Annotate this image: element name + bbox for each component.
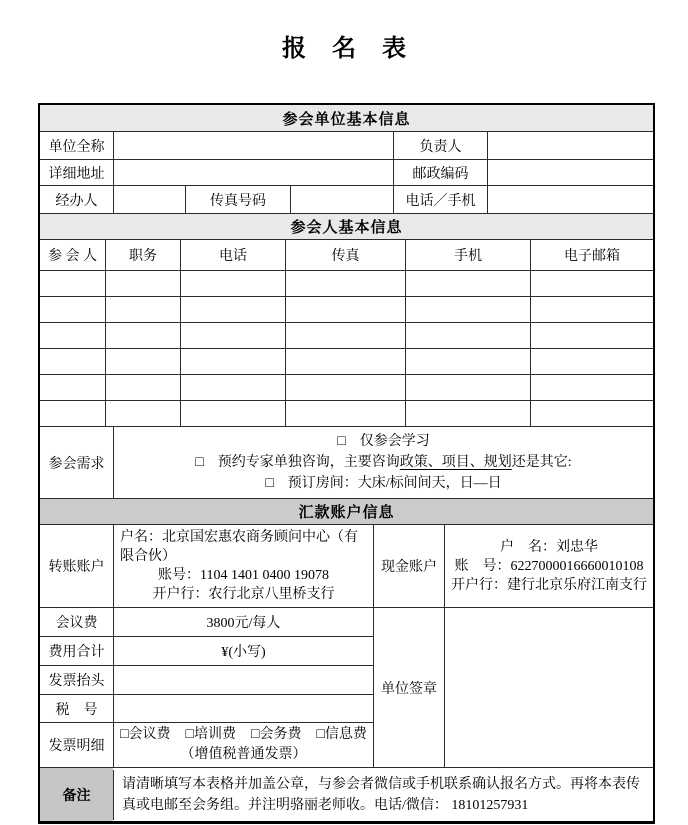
col-header-participant: 参 会 人 [48,249,97,264]
remark-label: 备注 [40,768,113,821]
unit-info-rows [40,131,653,185]
cash-account-label: 现金账户 [373,525,444,607]
participant-cell[interactable] [405,296,530,322]
postcode-input[interactable] [487,159,653,185]
col-header-fax: 传真 [285,240,405,270]
demand-option-consult[interactable] [195,452,571,473]
demand-option-attend-only-label: 仅参会学习 [359,434,430,449]
col-header-mobile: 手机 [405,240,530,270]
participant-cell[interactable] [285,348,405,374]
demand-options [113,427,653,498]
invoice-title-input[interactable] [113,665,373,694]
manager-label: 负责人 [393,132,487,159]
tax-number-input[interactable] [113,694,373,722]
remark-text: 请清晰填写本表格并加盖公章，与参会者微信或手机联系确认报名方式。再将本表传真或电邮至会务组。并注明骆丽老师收。电话/微信： 18101257931 [113,770,653,820]
conference-fee-label: 会议费 [40,607,113,636]
checkbox-invoice-information[interactable]: □信息费 [316,727,367,742]
remark-row [40,767,653,821]
unit-name-label: 单位全称 [48,139,105,155]
page-title: 报 名 表 [282,36,416,62]
phone-input[interactable] [487,186,653,213]
participant-cell[interactable] [530,374,653,400]
cash-account-bank: 开户行：建行北京乐府江南支行 [451,577,647,593]
demand-option-consult-topics: 政策、项目、规划 [399,455,512,470]
cash-account-holder: 户 名：刘忠华 [500,539,598,555]
col-header-email: 电子邮箱 [530,240,653,270]
participant-cell[interactable] [105,400,180,426]
participant-cell[interactable] [285,296,405,322]
participant-cell[interactable] [105,322,180,348]
transfer-account-number: 账号：1104 1401 0400 19078 [158,568,329,583]
participant-cell[interactable] [180,348,285,374]
participant-cell[interactable] [285,400,405,426]
participant-cell[interactable] [530,400,653,426]
participant-cell[interactable] [40,322,105,348]
demand-option-attend-only[interactable] [337,431,429,452]
demand-row [40,426,653,498]
participant-cell[interactable] [180,296,285,322]
handler-input[interactable] [113,186,185,213]
unit-name-input[interactable] [113,132,393,159]
transfer-account-label: 转账账户 [48,560,105,575]
fax-input[interactable] [290,186,393,213]
transfer-account-bank: 开户行：农行北京八里桥支行 [152,587,335,602]
demand-option-consult-prefix: 预约专家单独咨询，主要咨询 [217,455,400,470]
participants-table [40,239,653,426]
manager-input[interactable] [487,132,653,159]
tax-number-label: 税 号 [40,694,113,722]
payment-block [40,524,653,767]
participant-cell[interactable] [405,348,530,374]
participant-cell[interactable] [180,322,285,348]
participant-cell[interactable] [105,296,180,322]
unit-seal-label: 单位签章 [373,607,444,767]
phone-label: 电话／手机 [393,186,487,213]
checkbox-invoice-training[interactable]: □培训费 [185,727,236,742]
participant-cell[interactable] [40,400,105,426]
address-input[interactable] [113,159,393,185]
demand-option-room[interactable] [265,473,501,494]
participant-cell[interactable] [530,270,653,296]
participant-cell[interactable] [40,270,105,296]
participant-cell[interactable] [405,322,530,348]
demand-option-room-label: 预订房间：大床/标间间天，日—日 [287,476,502,491]
checkbox-room-icon[interactable]: □ [265,476,274,491]
transfer-account-details [113,525,373,607]
participant-cell[interactable] [405,400,530,426]
total-cost-label: 费用合计 [40,636,113,665]
participant-cell[interactable] [40,374,105,400]
demand-label: 参会需求 [48,456,105,472]
invoice-title-label: 发票抬头 [40,665,113,694]
section-header-payment: 汇款账户信息 [40,498,653,524]
participant-cell[interactable] [40,348,105,374]
participant-cell[interactable] [105,374,180,400]
participant-cell[interactable] [105,348,180,374]
participant-cell[interactable] [405,374,530,400]
fax-label: 传真号码 [185,186,290,213]
participant-cell[interactable] [405,270,530,296]
conference-fee-value: 3800元/每人 [113,607,373,636]
participant-cell[interactable] [40,296,105,322]
invoice-detail-label: 发票明细 [40,722,113,767]
transfer-account-holder: 户名：北京国宏惠农商务顾问中心（有限合伙） [120,530,358,564]
col-header-position: 职务 [105,240,180,270]
demand-option-consult-suffix: 还是其它: [511,455,572,470]
handler-label: 经办人 [55,193,98,209]
participant-cell[interactable] [180,400,285,426]
col-header-phone: 电话 [180,240,285,270]
checkbox-attend-only-icon[interactable]: □ [337,434,346,449]
postcode-label: 邮政编码 [393,159,487,185]
participant-cell[interactable] [530,322,653,348]
registration-form-table [38,103,655,824]
invoice-type-note: （增值税普通发票） [180,747,307,762]
section-header-unit-info: 参会单位基本信息 [40,105,653,131]
participant-cell[interactable] [285,270,405,296]
section-header-participants: 参会人基本信息 [40,213,653,239]
handler-row [40,185,653,213]
participant-cell[interactable] [285,374,405,400]
checkbox-consult-icon[interactable]: □ [195,455,204,470]
participant-cell[interactable] [105,270,180,296]
unit-seal-area[interactable] [444,607,653,767]
invoice-detail-options [113,722,373,767]
participant-cell[interactable] [530,296,653,322]
address-label: 详细地址 [40,159,113,185]
participant-cell[interactable] [180,374,285,400]
participant-cell[interactable] [180,270,285,296]
participant-cell[interactable] [285,322,405,348]
cash-account-details [444,525,653,607]
cash-account-number: 账 号：6227000016660010108 [454,558,644,574]
participant-cell[interactable] [530,348,653,374]
checkbox-invoice-service[interactable]: □会务费 [251,727,302,742]
checkbox-invoice-conference[interactable]: □会议费 [120,727,171,742]
total-cost-input[interactable]: ¥(小写) [113,636,373,665]
